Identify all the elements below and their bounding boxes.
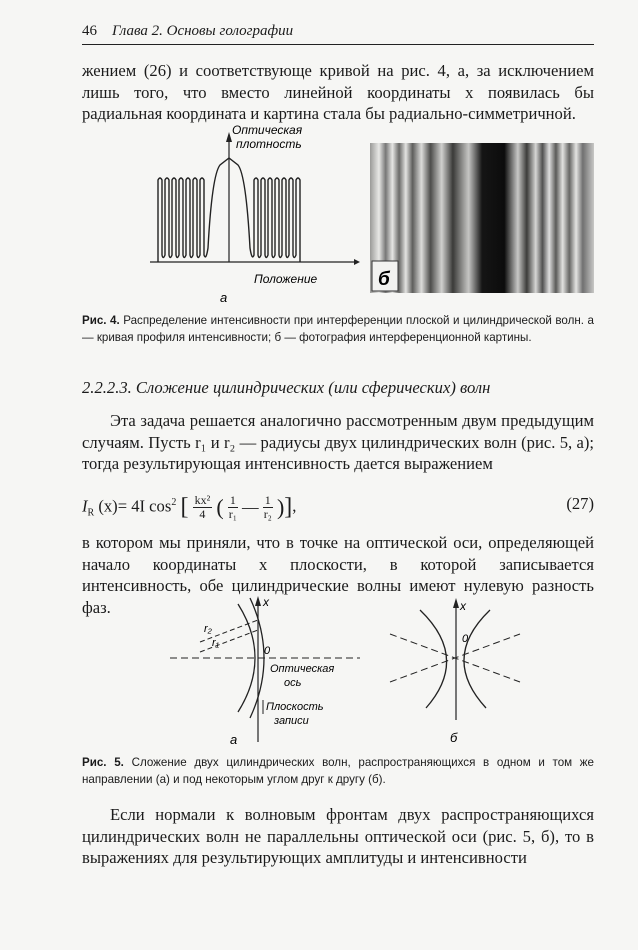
fringe-photo xyxy=(370,143,594,293)
figure-4-caption-label: Рис. 4. xyxy=(82,314,120,327)
x-axis-label: x xyxy=(460,599,466,613)
panel-b-label: б xyxy=(450,730,458,745)
r2-label: r₂ xyxy=(204,623,212,635)
figure-5-caption-text: Сложение двух цилиндрических волн, распространяющихся в одном и том же направлении (а) и под некоторым углом друг к другу (б). xyxy=(82,756,594,786)
plane-label-2: записи xyxy=(274,715,309,727)
running-header xyxy=(82,22,594,45)
formula-lhs: I xyxy=(82,496,88,516)
figure-5-caption xyxy=(82,754,594,788)
paragraph-after-formula: в котором мы приняли, что в точке на оптической оси, определяющей начало координаты x плоскости, в которой записывается интенсивность, обе цилиндрические волны имеют нулевую разность фаз. xyxy=(82,533,594,617)
formula-number: (27) xyxy=(566,494,594,513)
optical-axis-label-2: ось xyxy=(284,677,302,689)
formula-lhs-sub: R xyxy=(87,507,95,519)
optical-axis-label-1: Оптическая xyxy=(270,663,335,675)
figure-4a-profile xyxy=(140,120,360,310)
figure-5b xyxy=(380,590,540,750)
panel-a-label: а xyxy=(220,290,228,305)
fraction-kx: $\frac{\text{kx²}}{4}$ xyxy=(194,493,211,521)
wavefront-2 xyxy=(464,610,490,708)
formula-power: 2 xyxy=(171,496,177,508)
panel-a-label: а xyxy=(230,732,238,747)
wavefront-1 xyxy=(420,610,447,708)
page-number: 46 xyxy=(82,23,97,39)
x-axis-arrow xyxy=(255,596,261,606)
formula-27: $I_R$ (x)= 4I $\cos^2$ [ $\frac{\text{kx²}}{4}$ ( $\frac{1}{\text{r₁}}$ — $\frac{1}{\text{r₂}}$ )], (27) xyxy=(82,493,594,521)
panel-b-label: б xyxy=(378,269,390,290)
figure-4b-photo xyxy=(370,143,594,293)
chapter-title: Глава 2. Основы голографии xyxy=(112,23,294,39)
figure-5-caption-label: Рис. 5. xyxy=(82,756,124,769)
formula-lhs-arg: (x)= 4I cos xyxy=(98,496,172,516)
paragraph-middle: Эта задача решается аналогично рассмотренным двум предыдущим случаям. Пусть r₁ и r₂ — радиусы двух цилиндрических волн (рис. 5, а); тогда результирующая интенсивность дается выражением xyxy=(82,411,594,473)
origin-label: 0 xyxy=(462,633,469,645)
fraction-r1: $\frac{1}{\text{r₁}}$ xyxy=(228,493,237,521)
r1-label: r₁ xyxy=(212,637,220,649)
paragraph-bottom: Если нормали к волновым фронтам двух распространяющихся цилиндрических волн не параллельны оптической оси (рис. 5, б), то в выражениях для результирующих амплитуды и интенсивности xyxy=(82,805,594,867)
plane-label-1: Плоскость xyxy=(266,701,324,713)
x-axis-label: x xyxy=(263,595,269,609)
y-axis-label-2: плотность xyxy=(236,137,302,151)
normal-2 xyxy=(390,634,520,682)
x-axis-arrow xyxy=(453,598,459,608)
fraction-r2: $\frac{1}{\text{r₂}}$ xyxy=(263,493,272,521)
origin-label: 0 xyxy=(264,645,271,657)
paragraph-top: жением (26) и соответствующе кривой на рис. 4, а, за исключением лишь того, что вместо линейной координаты x появилась бы радиальная координата и картина стала бы радиально-симметричной. xyxy=(82,61,594,123)
fringe-pattern xyxy=(370,143,594,293)
x-axis-arrow xyxy=(354,259,360,265)
figure-4-caption xyxy=(82,312,594,346)
figure-5a xyxy=(160,590,370,750)
x-axis-label: Положение xyxy=(254,272,318,286)
figure-4-caption-text: Распределение интенсивности при интерференции плоской и цилиндрической волн. а — кривая профиля интенсивности; б — фотография интерференционной картины. xyxy=(82,314,594,344)
section-heading: 2.2.2.3. Сложение цилиндрических (или сферических) волн xyxy=(82,378,491,397)
y-axis-label-1: Оптическая xyxy=(232,123,303,137)
